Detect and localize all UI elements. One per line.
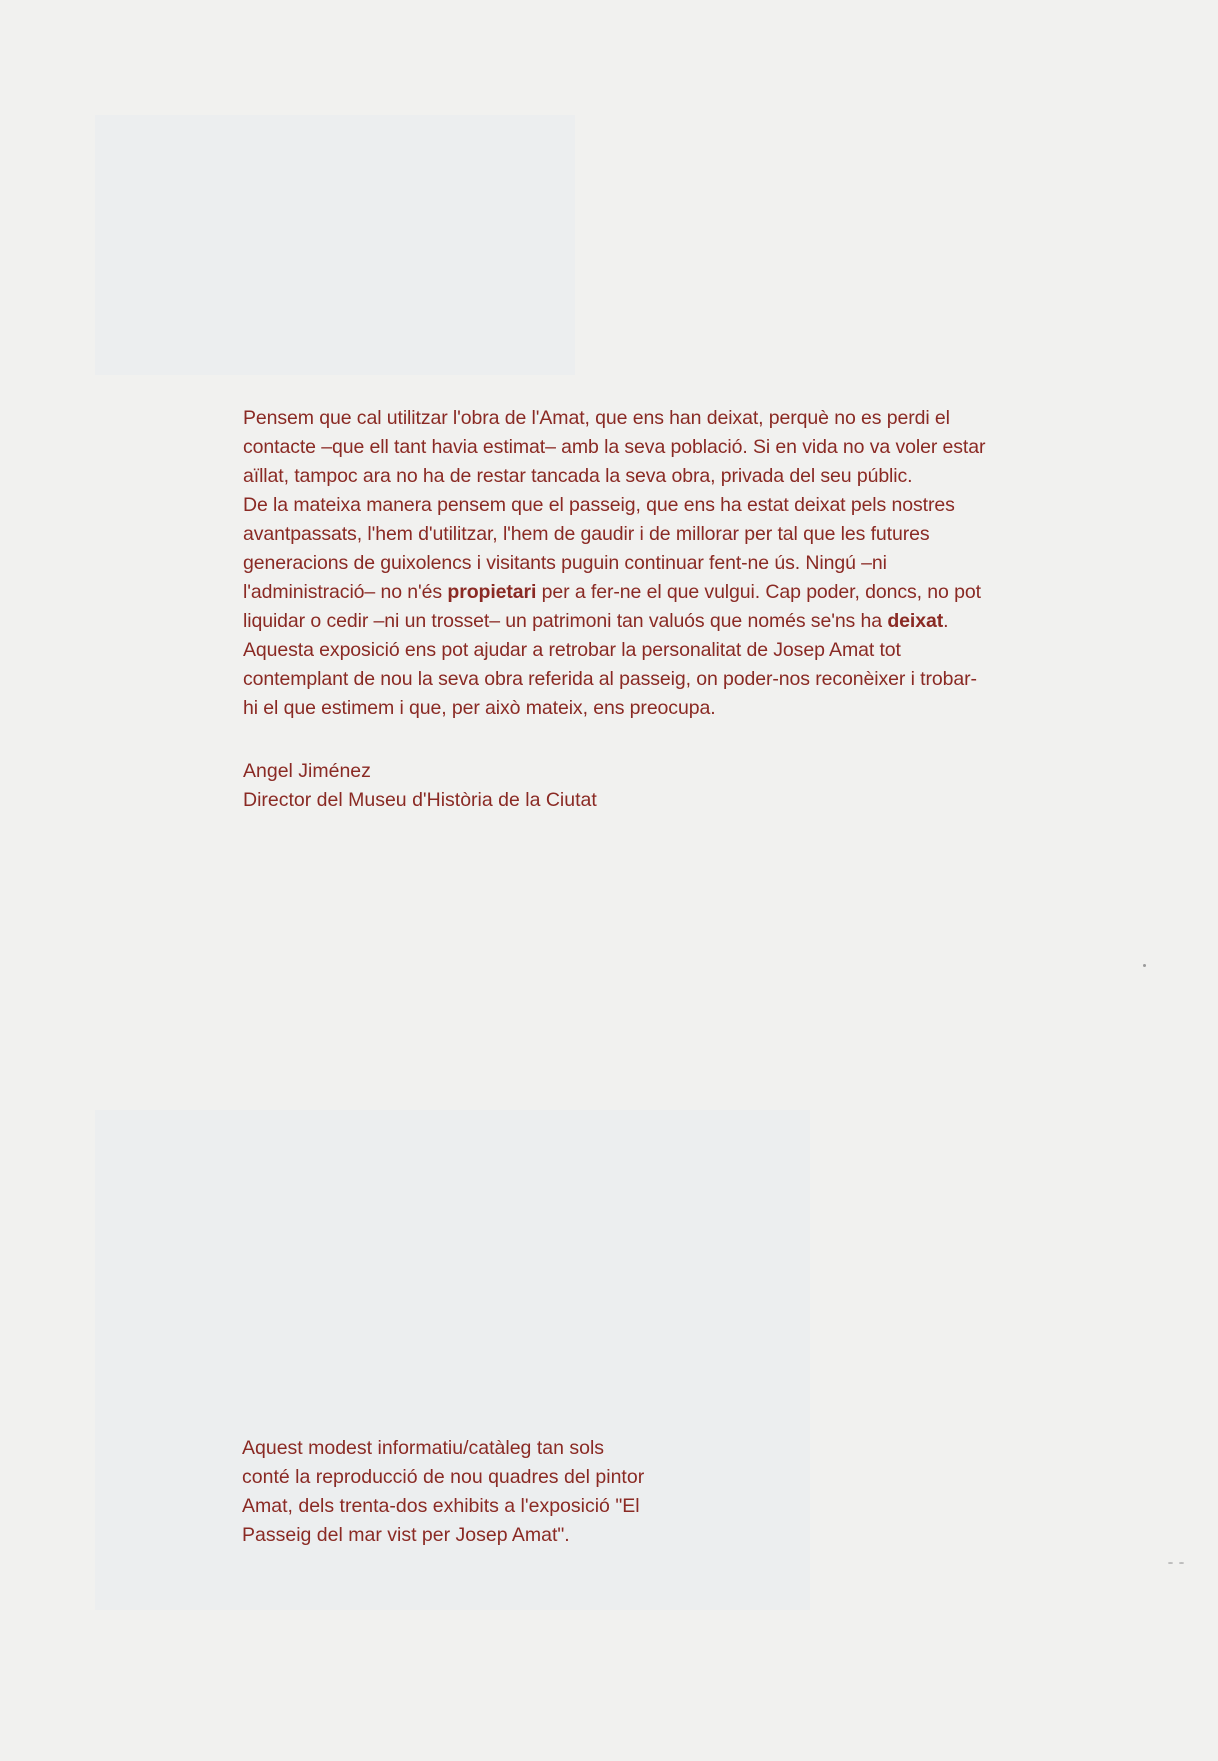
signature-name: Angel Jiménez — [243, 760, 371, 782]
paragraph-1 — [243, 404, 1023, 491]
catalog-note: Aquest modest informatiu/catàleg tan sols conté la reproducció de nou quadres del pintor Amat, dels trenta-dos exhibits a l'exposició "El Passeig del mar vist per Josep Amat". — [242, 1437, 645, 1546]
signature-block — [243, 757, 843, 815]
letter-body — [243, 404, 1023, 723]
paper-speck — [1143, 964, 1146, 967]
paragraph-2 — [243, 491, 1023, 636]
text-segment: per a fer-ne el que vulgui. Cap poder, doncs, no pot liquidar o cedir –ni un trosset– un patrimoni tan valuós que només se'ns ha — [243, 581, 981, 632]
paragraph-3 — [243, 636, 1023, 723]
text-segment: Aquesta exposició ens pot ajudar a retrobar la personalitat de Josep Amat tot contemplant de nou la seva obra referida al passeig, on poder-nos reconèixer i trobar- hi el que estimem i que, per això mateix, ens preocupa. — [243, 639, 977, 719]
paper-speck — [1168, 1562, 1173, 1564]
paper-speck — [1179, 1562, 1184, 1564]
text-segment: Pensem que cal utilitzar l'obra de l'Amat, que ens han deixat, perquè no es perdi el contacte –que ell tant havia estimat– amb la seva població. Si en vida no va voler estar aïllat, tampoc ara no ha de restar tancada la seva obra, privada del seu públic. — [243, 407, 986, 487]
text-segment: . — [943, 610, 949, 632]
background-panel-top — [95, 115, 575, 375]
signature-title: Director del Museu d'Història de la Ciutat — [243, 789, 597, 811]
emphasis-deixat: deixat — [887, 610, 944, 632]
emphasis-propietari: propietari — [447, 581, 537, 603]
text-segment: De la mateixa manera pensem que el passeig, que ens ha estat deixat pels nostres avantpassats, l'hem d'utilitzar, l'hem de gaudir i de millorar per tal que les futures generacions de guixolencs i visitants puguin continuar fent-ne ús. Ningú –ni l'administració– no n'és — [243, 494, 955, 603]
